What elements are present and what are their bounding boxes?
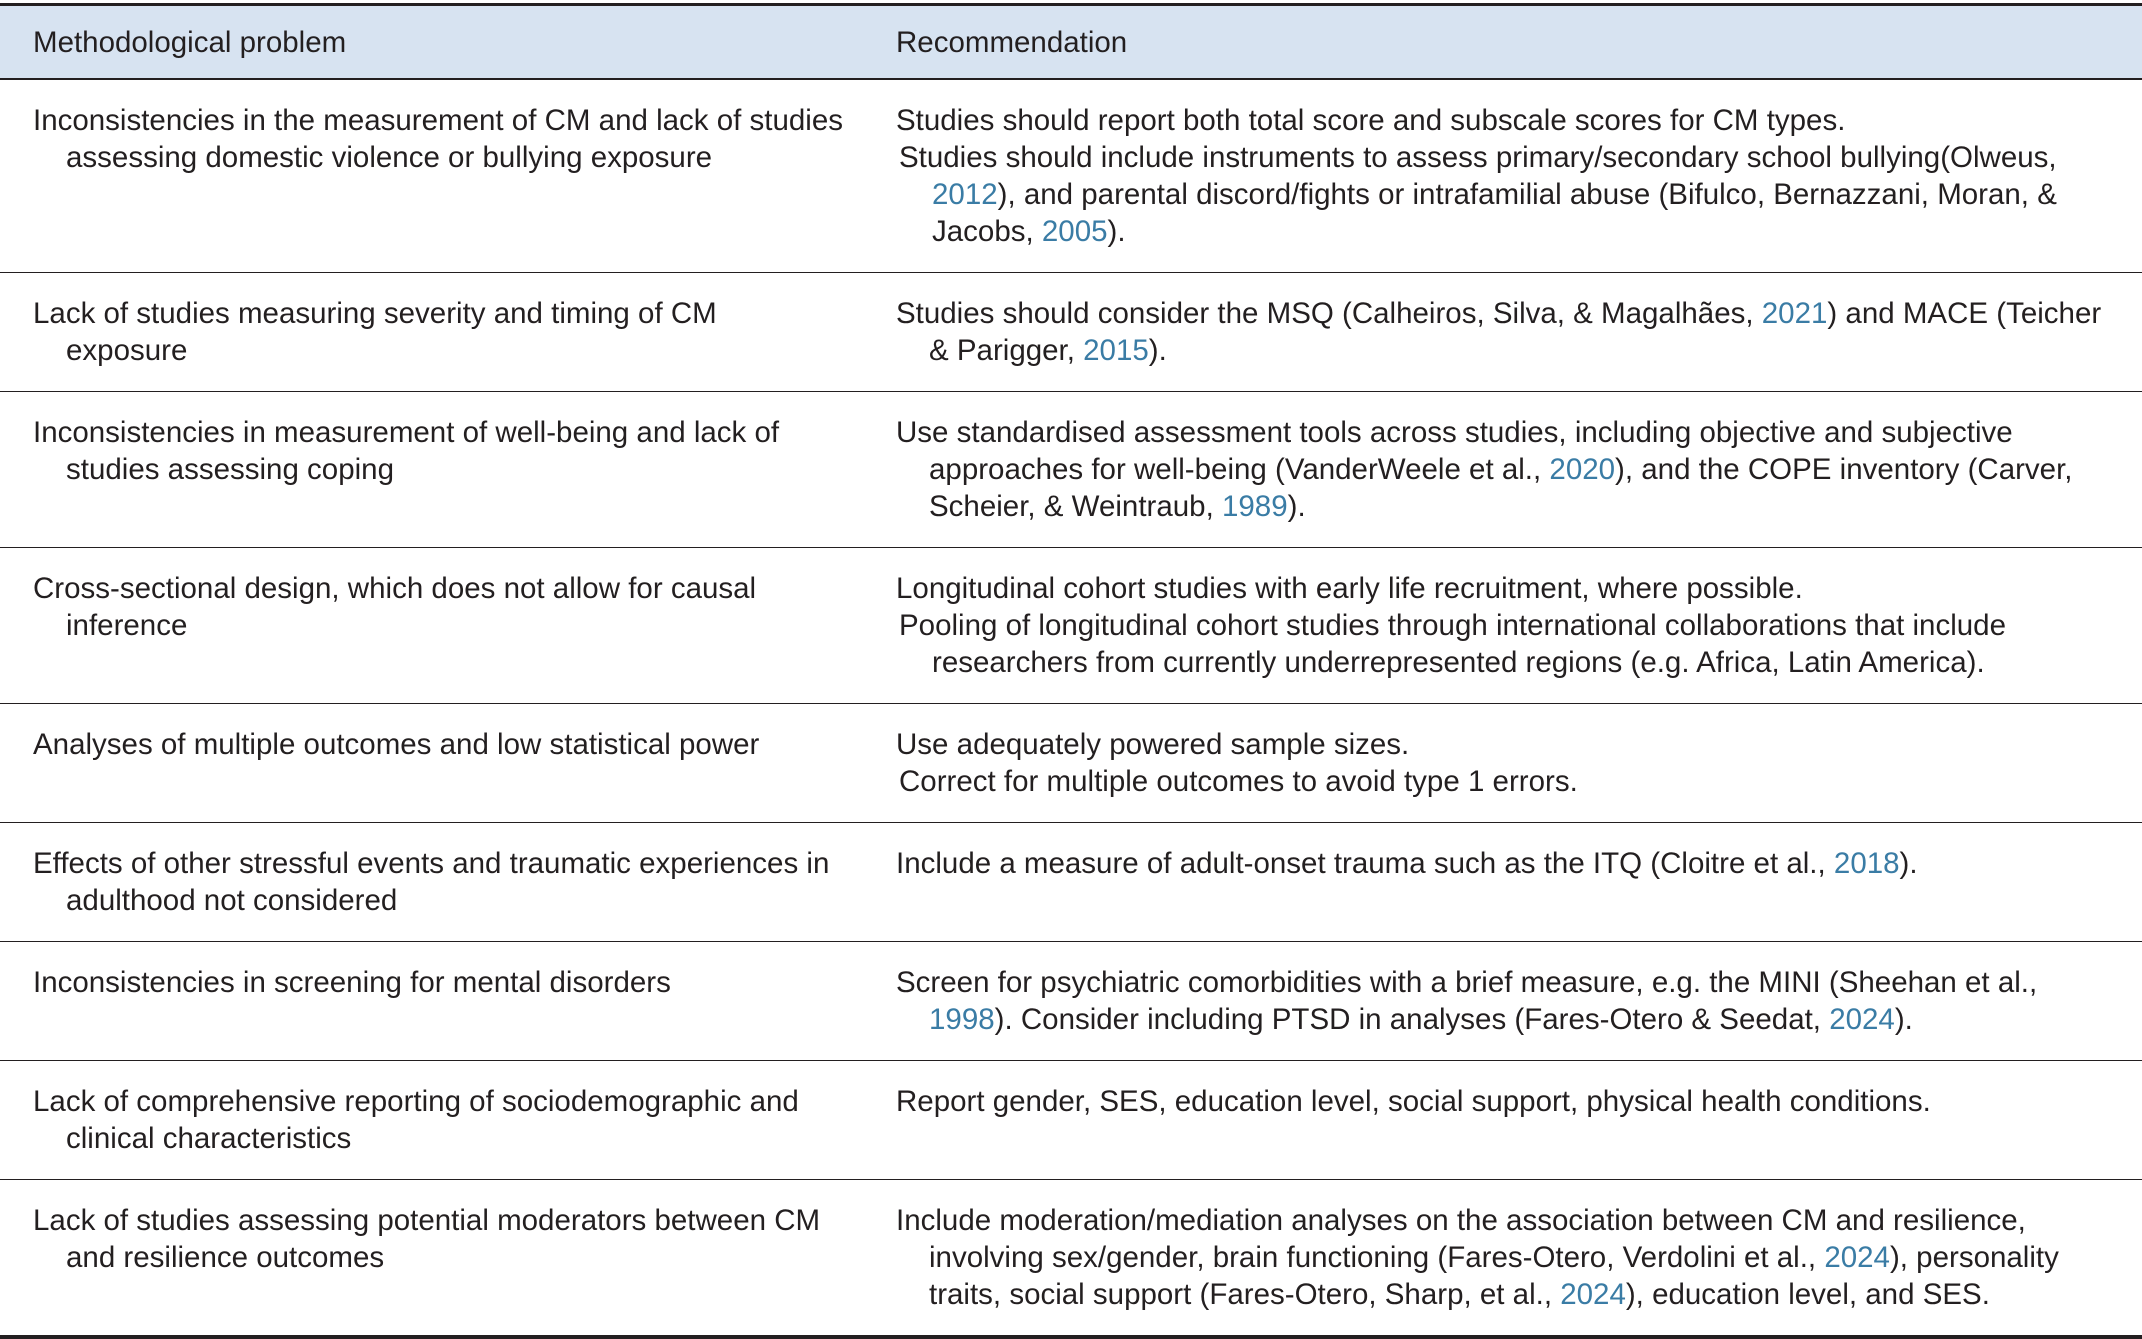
citation-year-link[interactable]: 2024 <box>1829 1003 1895 1036</box>
recommendations-table-container <box>0 3 2142 1339</box>
recommendation-text <box>896 102 2118 139</box>
recommendation-text <box>899 139 2118 250</box>
citation-year-link[interactable]: 2018 <box>1833 847 1900 880</box>
recommendation-cell <box>863 273 2142 392</box>
problem-text: Cross-sectional design, which does not allow for causal inference <box>33 572 757 642</box>
recommendation-text-segment: Studies should report both total score and subscale scores for CM types. <box>896 104 1846 137</box>
table-row <box>0 1061 2142 1180</box>
citation-year-link[interactable]: 2024 <box>1560 1278 1626 1311</box>
recommendation-cell <box>863 1061 2142 1180</box>
problem-text: Lack of comprehensive reporting of sociodemographic and clinical characteristics <box>33 1085 799 1155</box>
table-row <box>0 273 2142 392</box>
table-row <box>0 79 2142 273</box>
recommendation-text-segment: ). <box>1899 847 1918 880</box>
problem-cell <box>0 823 863 942</box>
recommendation-text-segment: ), personality traits, social support (Fares-Otero, Sharp, et al., <box>929 1241 2059 1311</box>
recommendation-text-segment: Pooling of longitudinal cohort studies through international collaborations that include researchers from currently underrepresented regions (e.g. Africa, Latin America). <box>899 609 2006 679</box>
recommendation-text <box>899 607 2118 681</box>
recommendation-cell <box>863 942 2142 1061</box>
table-row <box>0 704 2142 823</box>
header-recommendation: Recommendation <box>863 5 2142 80</box>
problem-cell <box>0 704 863 823</box>
recommendation-text <box>896 726 2118 763</box>
recommendation-text-segment: Longitudinal cohort studies with early life recruitment, where possible. <box>896 572 1803 605</box>
problem-text: Lack of studies assessing potential moderators between CM and resilience outcomes <box>33 1204 821 1274</box>
problem-text: Lack of studies measuring severity and timing of CM exposure <box>33 297 717 367</box>
recommendation-cell <box>863 1180 2142 1338</box>
header-row <box>0 5 2142 80</box>
recommendation-text-segment: ). <box>1894 1003 1913 1036</box>
citation-year-link[interactable]: 2024 <box>1824 1241 1890 1274</box>
table-row <box>0 548 2142 704</box>
recommendation-text-segment: Include moderation/mediation analyses on the association between CM and resilience, involving sex/gender, brain functioning (Fares-Otero, Verdolini et al., <box>896 1204 2026 1274</box>
recommendation-text-segment: Include a measure of adult-onset trauma such as the ITQ (Cloitre et al., <box>896 847 1834 880</box>
recommendation-text-segment: ), and the COPE inventory (Carver, Scheier, & Weintraub, <box>929 453 2073 523</box>
citation-year-link[interactable]: 2021 <box>1761 297 1828 330</box>
problem-cell <box>0 392 863 548</box>
recommendation-text <box>896 1202 2118 1313</box>
recommendation-cell <box>863 79 2142 273</box>
recommendation-text <box>896 845 2118 882</box>
recommendation-text-segment: ) and MACE (Teicher & Parigger, <box>929 297 2102 367</box>
citation-year-link[interactable]: 2005 <box>1041 215 1108 248</box>
recommendation-text-segment: ). Consider including PTSD in analyses (Fares-Otero & Seedat, <box>994 1003 1830 1036</box>
recommendation-text-segment: Use adequately powered sample sizes. <box>896 728 1410 761</box>
header-methodological-problem: Methodological problem <box>0 5 863 80</box>
problem-text: Inconsistencies in measurement of well-being and lack of studies assessing coping <box>33 416 780 486</box>
recommendation-text <box>896 964 2118 1038</box>
table-body <box>0 79 2142 1337</box>
problem-text: Effects of other stressful events and traumatic experiences in adulthood not considered <box>33 847 830 917</box>
problem-text: Analyses of multiple outcomes and low statistical power <box>33 728 760 761</box>
citation-year-link[interactable]: 1998 <box>929 1003 995 1036</box>
problem-text: Inconsistencies in the measurement of CM and lack of studies assessing domestic violence or bullying exposure <box>33 104 844 174</box>
problem-cell <box>0 1061 863 1180</box>
recommendation-text-segment: Use standardised assessment tools across studies, including objective and subjective approaches for well-being (VanderWeele et al., <box>896 416 2013 486</box>
recommendation-text-segment: Correct for multiple outcomes to avoid type 1 errors. <box>899 765 1578 798</box>
problem-cell <box>0 548 863 704</box>
recommendation-text-segment: Studies should include instruments to assess primary/secondary school bullying(Olweus, <box>899 141 2057 174</box>
problem-cell <box>0 273 863 392</box>
problem-cell <box>0 1180 863 1338</box>
recommendation-text <box>896 414 2118 525</box>
recommendation-cell <box>863 823 2142 942</box>
table-row <box>0 392 2142 548</box>
recommendation-text <box>896 570 2118 607</box>
problem-cell <box>0 79 863 273</box>
recommendation-cell <box>863 392 2142 548</box>
citation-year-link[interactable]: 1989 <box>1221 490 1288 523</box>
recommendation-text <box>896 1083 2118 1120</box>
problem-text: Inconsistencies in screening for mental disorders <box>33 966 671 999</box>
recommendation-text-segment: ). <box>1148 334 1167 367</box>
recommendation-text-segment: ). <box>1287 490 1306 523</box>
recommendation-text-segment: ), and parental discord/fights or intrafamilial abuse (Bifulco, Bernazzani, Moran, & Jacobs, <box>932 178 2057 248</box>
recommendation-text-segment: ), education level, and SES. <box>1625 1278 1990 1311</box>
citation-year-link[interactable]: 2020 <box>1549 453 1616 486</box>
recommendation-text-segment: Report gender, SES, education level, social support, physical health conditions. <box>896 1085 1931 1118</box>
recommendation-text-segment: Screen for psychiatric comorbidities with a brief measure, e.g. the MINI (Sheehan et al., <box>896 966 2038 999</box>
recommendation-text <box>896 295 2118 369</box>
citation-year-link[interactable]: 2015 <box>1083 334 1149 367</box>
citation-year-link[interactable]: 2012 <box>932 178 998 211</box>
recommendation-cell <box>863 704 2142 823</box>
table-row <box>0 823 2142 942</box>
problem-cell <box>0 942 863 1061</box>
recommendation-text-segment: Studies should consider the MSQ (Calheiros, Silva, & Magalhães, <box>896 297 1762 330</box>
recommendations-table <box>0 3 2142 1339</box>
table-header <box>0 5 2142 80</box>
recommendation-text-segment: ). <box>1107 215 1126 248</box>
recommendation-cell <box>863 548 2142 704</box>
table-row <box>0 1180 2142 1338</box>
recommendation-text <box>899 763 2118 800</box>
table-row <box>0 942 2142 1061</box>
